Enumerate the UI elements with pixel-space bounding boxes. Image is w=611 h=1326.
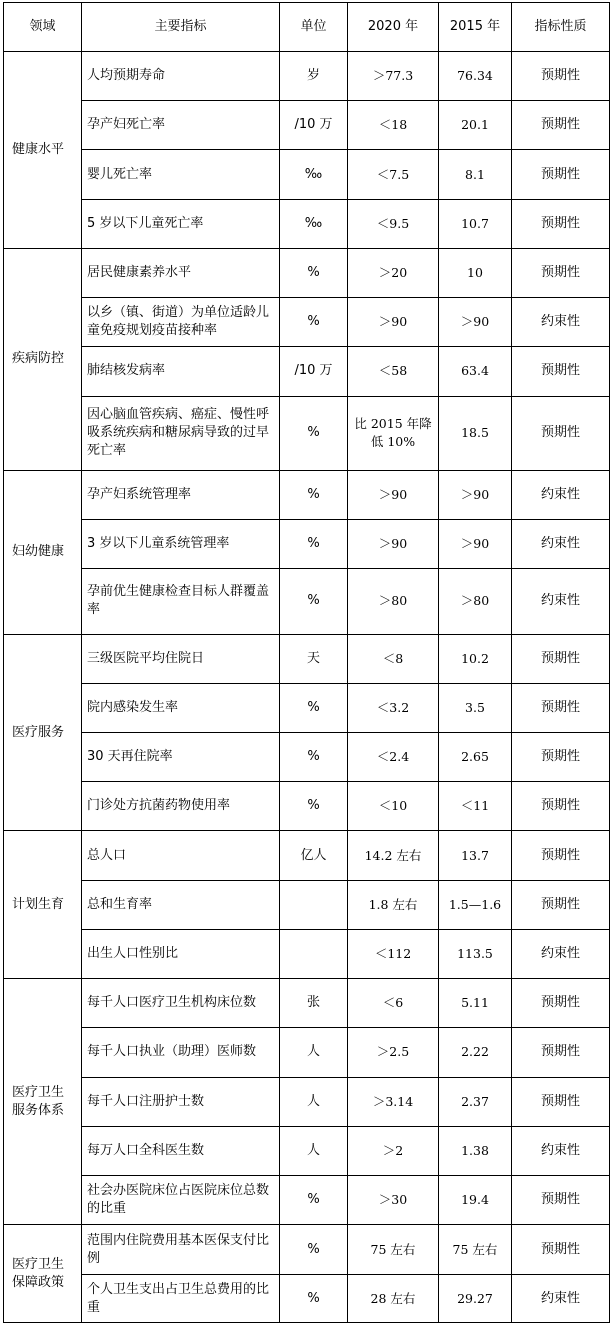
table-row <box>4 248 610 297</box>
nature-cell: 预期性 <box>512 347 610 396</box>
value-2015-cell: 1.38 <box>439 1126 512 1175</box>
indicator-cell: 居民健康素养水平 <box>82 248 280 297</box>
value-2020-cell: ＞90 <box>348 520 439 569</box>
value-2020-cell: ＞30 <box>348 1176 439 1225</box>
domain-cell: 医疗卫生保障政策 <box>4 1225 82 1323</box>
value-2020-cell: ＞2.5 <box>348 1028 439 1077</box>
value-2020-cell: ＜2.4 <box>348 733 439 782</box>
unit-cell: 张 <box>280 979 348 1028</box>
table-row <box>4 150 610 199</box>
nature-cell: 约束性 <box>512 929 610 978</box>
indicator-cell: 出生人口性别比 <box>82 929 280 978</box>
nature-cell: 约束性 <box>512 470 610 519</box>
table-row <box>4 831 610 880</box>
nature-cell: 预期性 <box>512 880 610 929</box>
unit-cell: % <box>280 683 348 732</box>
indicator-cell: 每千人口注册护士数 <box>82 1077 280 1126</box>
table-row <box>4 634 610 683</box>
unit-cell: % <box>280 1225 348 1275</box>
unit-cell: /10 万 <box>280 347 348 396</box>
value-2015-cell: 63.4 <box>439 347 512 396</box>
nature-cell: 预期性 <box>512 150 610 199</box>
value-2015-cell: 76.34 <box>439 52 512 101</box>
indicator-cell: 婴儿死亡率 <box>82 150 280 199</box>
value-2020-cell: ＜3.2 <box>348 683 439 732</box>
unit-cell: 人 <box>280 1077 348 1126</box>
nature-cell: 约束性 <box>512 1275 610 1323</box>
nature-cell: 预期性 <box>512 199 610 248</box>
unit-cell: % <box>280 1275 348 1323</box>
value-2015-cell: 20.1 <box>439 101 512 150</box>
domain-cell: 医疗服务 <box>4 634 82 831</box>
unit-cell: % <box>280 470 348 519</box>
value-2020-cell: ＞3.14 <box>348 1077 439 1126</box>
nature-cell: 约束性 <box>512 520 610 569</box>
value-2020-cell: 14.2 左右 <box>348 831 439 880</box>
unit-cell: % <box>280 520 348 569</box>
table-row <box>4 1275 610 1323</box>
unit-cell: % <box>280 782 348 831</box>
value-2020-cell: 比 2015 年降低 10% <box>348 396 439 470</box>
indicator-cell: 门诊处方抗菌药物使用率 <box>82 782 280 831</box>
value-2015-cell: 29.27 <box>439 1275 512 1323</box>
indicator-cell: 每万人口全科医生数 <box>82 1126 280 1175</box>
value-2020-cell: ＜6 <box>348 979 439 1028</box>
value-2015-cell: 19.4 <box>439 1176 512 1225</box>
table-row <box>4 1028 610 1077</box>
unit-cell: % <box>280 396 348 470</box>
table-row <box>4 683 610 732</box>
health-indicators-table <box>3 2 610 1323</box>
nature-cell: 预期性 <box>512 101 610 150</box>
indicator-cell: 孕产妇死亡率 <box>82 101 280 150</box>
unit-cell: 天 <box>280 634 348 683</box>
indicator-cell: 肺结核发病率 <box>82 347 280 396</box>
nature-cell: 约束性 <box>512 1126 610 1175</box>
value-2015-cell: 10 <box>439 248 512 297</box>
value-2015-cell: 8.1 <box>439 150 512 199</box>
unit-cell: ‰ <box>280 199 348 248</box>
nature-cell: 预期性 <box>512 831 610 880</box>
value-2020-cell: ＜58 <box>348 347 439 396</box>
indicator-cell: 每千人口执业（助理）医师数 <box>82 1028 280 1077</box>
table-row <box>4 1126 610 1175</box>
header-domain: 领域 <box>4 3 82 52</box>
value-2015-cell: 3.5 <box>439 683 512 732</box>
indicator-cell: 总和生育率 <box>82 880 280 929</box>
table-row <box>4 396 610 470</box>
indicator-cell: 三级医院平均住院日 <box>82 634 280 683</box>
value-2015-cell: 13.7 <box>439 831 512 880</box>
value-2015-cell: 5.11 <box>439 979 512 1028</box>
value-2015-cell: ＞90 <box>439 470 512 519</box>
header-2015: 2015 年 <box>439 3 512 52</box>
value-2015-cell: 2.22 <box>439 1028 512 1077</box>
unit-cell: % <box>280 733 348 782</box>
domain-cell: 计划生育 <box>4 831 82 979</box>
indicator-cell: 社会办医院床位占医院床位总数的比重 <box>82 1176 280 1225</box>
nature-cell: 预期性 <box>512 634 610 683</box>
indicator-cell: 范围内住院费用基本医保支付比例 <box>82 1225 280 1275</box>
value-2020-cell: ＞90 <box>348 470 439 519</box>
unit-cell: % <box>280 298 348 347</box>
nature-cell: 预期性 <box>512 683 610 732</box>
table-row <box>4 733 610 782</box>
table-body <box>4 52 610 1323</box>
value-2020-cell: ＞77.3 <box>348 52 439 101</box>
indicator-cell: 5 岁以下儿童死亡率 <box>82 199 280 248</box>
table-row <box>4 347 610 396</box>
unit-cell: % <box>280 1176 348 1225</box>
value-2020-cell: ＜7.5 <box>348 150 439 199</box>
value-2015-cell: 75 左右 <box>439 1225 512 1275</box>
table-row <box>4 199 610 248</box>
unit-cell <box>280 880 348 929</box>
table-row <box>4 782 610 831</box>
unit-cell: 岁 <box>280 52 348 101</box>
value-2015-cell: ＞90 <box>439 298 512 347</box>
value-2020-cell: ＜18 <box>348 101 439 150</box>
domain-cell: 健康水平 <box>4 52 82 249</box>
unit-cell: 亿人 <box>280 831 348 880</box>
value-2015-cell: 2.65 <box>439 733 512 782</box>
value-2020-cell: ＜9.5 <box>348 199 439 248</box>
indicator-cell: 30 天再住院率 <box>82 733 280 782</box>
table-row <box>4 1225 610 1275</box>
unit-cell: /10 万 <box>280 101 348 150</box>
value-2020-cell: ＜10 <box>348 782 439 831</box>
domain-cell: 医疗卫生服务体系 <box>4 979 82 1225</box>
table-row <box>4 101 610 150</box>
nature-cell: 预期性 <box>512 1176 610 1225</box>
nature-cell: 预期性 <box>512 979 610 1028</box>
value-2015-cell: 10.2 <box>439 634 512 683</box>
unit-cell: % <box>280 248 348 297</box>
table-row <box>4 470 610 519</box>
table-row <box>4 1077 610 1126</box>
nature-cell: 预期性 <box>512 248 610 297</box>
nature-cell: 约束性 <box>512 298 610 347</box>
value-2020-cell: ＜8 <box>348 634 439 683</box>
indicator-cell: 人均预期寿命 <box>82 52 280 101</box>
nature-cell: 预期性 <box>512 1077 610 1126</box>
value-2015-cell: 2.37 <box>439 1077 512 1126</box>
value-2015-cell: 18.5 <box>439 396 512 470</box>
domain-cell: 妇幼健康 <box>4 470 82 634</box>
table-row <box>4 1176 610 1225</box>
nature-cell: 预期性 <box>512 1028 610 1077</box>
nature-cell: 预期性 <box>512 1225 610 1275</box>
indicator-cell: 总人口 <box>82 831 280 880</box>
nature-cell: 约束性 <box>512 569 610 634</box>
header-nature: 指标性质 <box>512 3 610 52</box>
table-row <box>4 569 610 634</box>
value-2015-cell: 10.7 <box>439 199 512 248</box>
table-row <box>4 298 610 347</box>
value-2020-cell: ＞90 <box>348 298 439 347</box>
value-2015-cell: ＜11 <box>439 782 512 831</box>
value-2015-cell: 113.5 <box>439 929 512 978</box>
table-row <box>4 52 610 101</box>
unit-cell: ‰ <box>280 150 348 199</box>
value-2020-cell: 28 左右 <box>348 1275 439 1323</box>
domain-cell: 疾病防控 <box>4 248 82 470</box>
indicator-cell: 孕产妇系统管理率 <box>82 470 280 519</box>
value-2020-cell: ＞20 <box>348 248 439 297</box>
value-2015-cell: 1.5—1.6 <box>439 880 512 929</box>
unit-cell: 人 <box>280 1028 348 1077</box>
unit-cell <box>280 929 348 978</box>
header-row <box>4 3 610 52</box>
unit-cell: % <box>280 569 348 634</box>
nature-cell: 预期性 <box>512 782 610 831</box>
value-2020-cell: ＞80 <box>348 569 439 634</box>
table-row <box>4 880 610 929</box>
indicator-cell: 孕前优生健康检查目标人群覆盖率 <box>82 569 280 634</box>
header-2020: 2020 年 <box>348 3 439 52</box>
value-2015-cell: ＞80 <box>439 569 512 634</box>
table-row <box>4 979 610 1028</box>
indicator-cell: 以乡（镇、街道）为单位适龄儿童免疫规划疫苗接种率 <box>82 298 280 347</box>
value-2020-cell: ＜112 <box>348 929 439 978</box>
nature-cell: 预期性 <box>512 52 610 101</box>
header-indicator: 主要指标 <box>82 3 280 52</box>
value-2020-cell: ＞2 <box>348 1126 439 1175</box>
value-2020-cell: 1.8 左右 <box>348 880 439 929</box>
unit-cell: 人 <box>280 1126 348 1175</box>
indicator-cell: 因心脑血管疾病、癌症、慢性呼吸系统疾病和糖尿病导致的过早死亡率 <box>82 396 280 470</box>
indicator-cell: 个人卫生支出占卫生总费用的比重 <box>82 1275 280 1323</box>
nature-cell: 预期性 <box>512 733 610 782</box>
indicator-cell: 3 岁以下儿童系统管理率 <box>82 520 280 569</box>
indicator-cell: 院内感染发生率 <box>82 683 280 732</box>
indicator-cell: 每千人口医疗卫生机构床位数 <box>82 979 280 1028</box>
table-row <box>4 520 610 569</box>
table-row <box>4 929 610 978</box>
value-2020-cell: 75 左右 <box>348 1225 439 1275</box>
value-2015-cell: ＞90 <box>439 520 512 569</box>
nature-cell: 预期性 <box>512 396 610 470</box>
header-unit: 单位 <box>280 3 348 52</box>
